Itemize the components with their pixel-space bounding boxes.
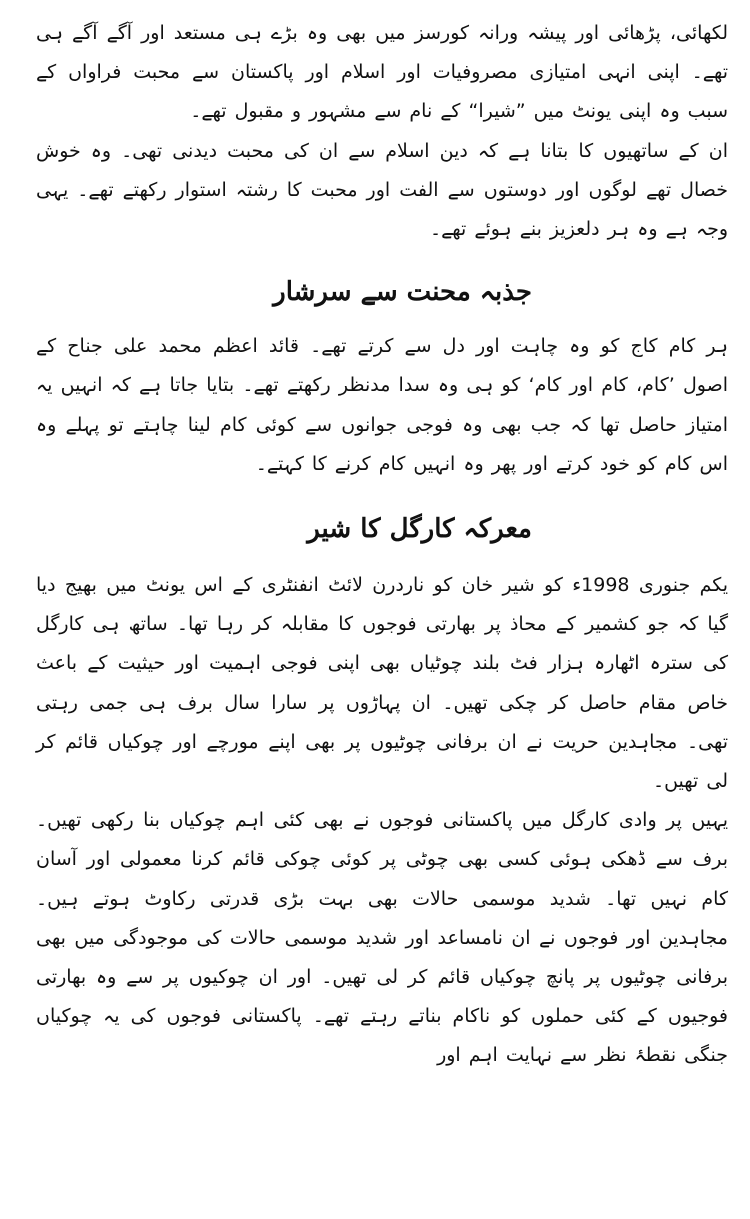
paragraph-posting-1998: یکم جنوری 1998ء کو شیر خان کو ناردرن لائٹ انفنٹری کے اس یونٹ میں بھیج دیا گیا کہ جو کشمیر کے محاذ پر بھارتی فوجوں کا مقابلہ کر رہا تھا۔ ساتھ ہی کارگل کی سترہ اٹھارہ ہزار فٹ بلند چوٹیاں بھی اپنی فوجی اہمیت اور حیثیت کے باعث خاص مقام حاصل کر چکی تھیں۔ ان پہاڑوں پر سارا سال برف ہی جمی رہتی تھی۔ مجاہدین حریت نے ان برفانی چوٹیوں پر بھی اپنے مورچے اور چوکیاں قائم کر لی تھیں۔ [36, 574, 728, 793]
paragraph-kargil-posts: یہیں پر وادی کارگل میں پاکستانی فوجوں نے بھی کئی اہم چوکیاں بنا رکھی تھیں۔ برف سے ڈھکی ہوئی کسی بھی چوٹی پر کوئی چوکی قائم کرنا معمولی اور آسان کام نہیں تھا۔ شدید موسمی حالات بھی بہت بڑی قدرتی رکاوٹ ہوتے ہیں۔ مجاہدین اور فوجوں نے ان نامساعد اور شدید موسمی حالات کی موجودگی میں بھی برفانی چوٹیوں پر پانچ چوکیاں قائم کر لی تھیں۔ اور ان چوکیوں پر سے وہ بھارتی فوجیوں کے کئی حملوں کو ناکام بناتے رہتے تھے۔ پاکستانی فوجوں کی یہ چوکیاں جنگی نقطۂ نظر سے نہایت اہم اور [36, 809, 728, 1067]
spacer [36, 249, 728, 273]
spacer [36, 548, 728, 566]
spacer [36, 484, 728, 510]
paragraph-education-fame: لکھائی، پڑھائی اور پیشہ ورانہ کورسز میں بھی وہ بڑے ہی مستعد اور آگے آگے ہی تھے۔ اپنی انہی امتیازی مصروفیات اور اسلام اور پاکستان سے محبت فراواں کے سبب وہ اپنی یونٹ میں ”شیرا“ کے نام سے مشہور و مقبول تھے۔ [36, 22, 728, 123]
paragraph-work-ethic: ہر کام کاج کو وہ چاہت اور دل سے کرتے تھے۔ قائد اعظم محمد علی جناح کے اصول ’کام، کام اور کام‘ کو ہی وہ سدا مدنظر رکھتے تھے۔ بتایا جاتا ہے کہ انہیں یہ امتیاز حاصل تھا کہ جب بھی وہ فوجی جوانوں سے کوئی کام لینا چاہتے تو پہلے وہ اس کام کو خود کرتے اور پھر وہ انہیں کام کرنے کا کہتے۔ [36, 335, 728, 475]
document-page [36, 14, 728, 1212]
spacer [36, 311, 728, 327]
section-heading-hard-work: جذبہ محنت سے سرشار [273, 277, 532, 308]
paragraph-companions: ان کے ساتھیوں کا بتانا ہے کہ دین اسلام سے ان کی محبت دیدنی تھی۔ وہ خوش خصال تھے لوگوں اور دوستوں سے الفت اور محبت کا رشتہ استوار رکھتے تھے۔ یہی وجہ ہے وہ ہر دلعزیز بنے ہوئے تھے۔ [36, 139, 728, 241]
section-heading-kargil: معرکہ کارگل کا شیر [307, 514, 532, 545]
